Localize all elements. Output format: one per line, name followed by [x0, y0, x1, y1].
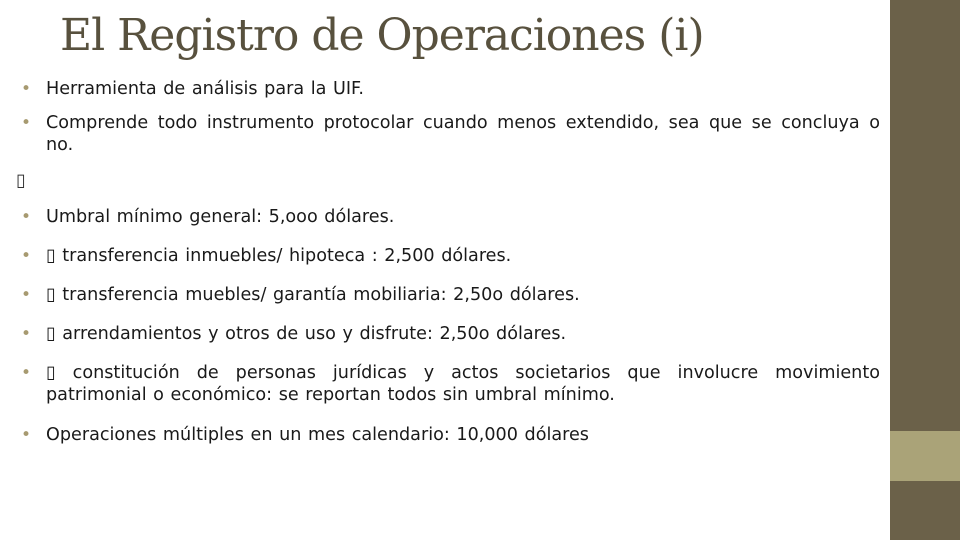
slide-title: El Registro de Operaciones (i) — [60, 10, 704, 61]
bullet-text: ▯ arrendamientos y otros de uso y disfrute: 2,50o dólares. — [46, 324, 567, 344]
bullet-marker: • — [21, 207, 32, 227]
bullet-item — [16, 170, 850, 192]
bullet-item — [21, 424, 880, 446]
bullet-text: ▯ constitución de personas jurídicas y actos societarios que involucre movimiento patrimonial o económico: se reportan todos sin umbral mínimo. — [46, 363, 880, 405]
bullet-item — [21, 112, 880, 156]
bullet-item — [21, 323, 880, 345]
bullet-marker: • — [21, 79, 32, 99]
bullet-item — [21, 362, 880, 406]
bullet-marker: • — [21, 285, 32, 305]
bullet-item — [21, 284, 880, 306]
bullet-list — [16, 78, 880, 446]
bullet-text: ▯ transferencia muebles/ garantía mobiliaria: 2,50o dólares. — [46, 285, 580, 305]
bullet-marker: • — [21, 363, 32, 383]
bullet-item — [21, 245, 880, 267]
bullet-item — [21, 78, 880, 100]
missing-glyph-box: ▯ — [16, 171, 26, 191]
bullet-text: Comprende todo instrumento protocolar cuando menos extendido, sea que se concluya o no. — [46, 113, 880, 155]
bullet-item — [21, 206, 880, 228]
bullet-marker: • — [21, 324, 32, 344]
bullet-text: Operaciones múltiples en un mes calendario: 10,000 dólares — [46, 425, 589, 445]
bullet-marker: • — [21, 113, 32, 133]
bullet-marker: • — [21, 246, 32, 266]
sidebar-accent-block — [890, 431, 960, 481]
bullet-text: Umbral mínimo general: 5,ooo dólares. — [46, 207, 395, 227]
bullet-text: ▯ transferencia inmuebles/ hipoteca : 2,500 dólares. — [46, 246, 512, 266]
bullet-text: Herramienta de análisis para la UIF. — [46, 79, 364, 99]
bullet-marker: • — [21, 425, 32, 445]
